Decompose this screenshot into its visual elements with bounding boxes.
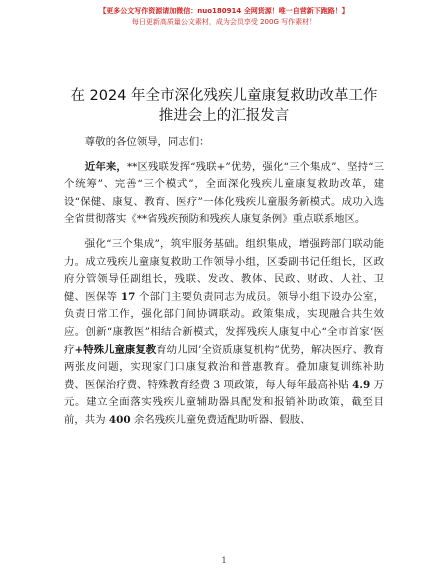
promo-banner bbox=[0, 6, 448, 28]
paragraph-1 bbox=[64, 159, 384, 229]
paragraph-2-part-a: 强化“三个集成”，筑牢服务基础。组织集成，增强跨部门联动能力。成立残疾儿童康复救助工作领导小组，区委副书记任组长，区政府分管领导任副组长，残联、发改、教体、民政、财政、人社、卫健、医保等 bbox=[64, 237, 384, 303]
promo-banner-line1: 【更多公文写作资源请加微信：nuo180914 全网货源！唯一自营新下跑路！】 bbox=[99, 7, 349, 15]
promo-banner-line2: 每日更新高质量公文素材，成为会员享受 200G 写作素材！ bbox=[131, 18, 317, 26]
paragraph-1-lead: 近年来， bbox=[84, 160, 127, 173]
paragraph-2-part-b: 个部门主要负责同志为成员。领导小组下设办公室，负责日常工作，强化部门间协调联动。政策集成，实现融合共生效应。创新“康教医”相结合新模式，发挥残疾人康复中心“全市首家‘医疗 bbox=[64, 290, 384, 356]
salutation: 尊敬的各位领导，同志们： bbox=[84, 136, 210, 148]
paragraph-2 bbox=[64, 236, 384, 430]
title-line-1: 在 2024 年全市深化残疾儿童康复救助改革工作 bbox=[70, 88, 378, 104]
document-title bbox=[60, 86, 388, 126]
paragraph-2-part-e: 余名残疾儿童免费适配助听器、假肢、 bbox=[133, 413, 311, 426]
paragraph-1-text: **区残联发挥“残联+”优势，强化“三个集成”、坚持“三个统筹”、完善“三个模式”，全面深化残疾儿童康复救助改革，建设“保健、康复、教育、医疗”一体化残疾儿童服务新模式。成功入选全省贯彻落实《**省残疾预防和残疾人康复条例》重点联系地区。 bbox=[64, 160, 385, 226]
paragraph-2-part-d: 万元。建立全面落实残疾儿童辅助器具配发和报销补助政策，截至目前，共为 bbox=[64, 378, 384, 426]
paragraph-2-number-4-9: 4.9 bbox=[352, 378, 371, 391]
page-number: 1 bbox=[221, 556, 227, 565]
document-body bbox=[64, 134, 384, 437]
paragraph-2-number-17: 17 bbox=[120, 290, 136, 303]
paragraph-2-bold-phrase: +特殊儿童康复教 bbox=[74, 343, 157, 356]
paragraph-2-part-c: 育幼儿园’全资质康复机构”优势，解决医疗、教育两张皮问题，实现家门口康复救治和普惠教育。叠加康复训练补助费、医保治疗费、特殊教育经费 3 项政策，每人每年最高补贴 bbox=[64, 343, 384, 391]
paragraph-2-number-400: 400 bbox=[108, 413, 131, 426]
title-line-2: 推进会上的汇报发言 bbox=[158, 108, 290, 124]
